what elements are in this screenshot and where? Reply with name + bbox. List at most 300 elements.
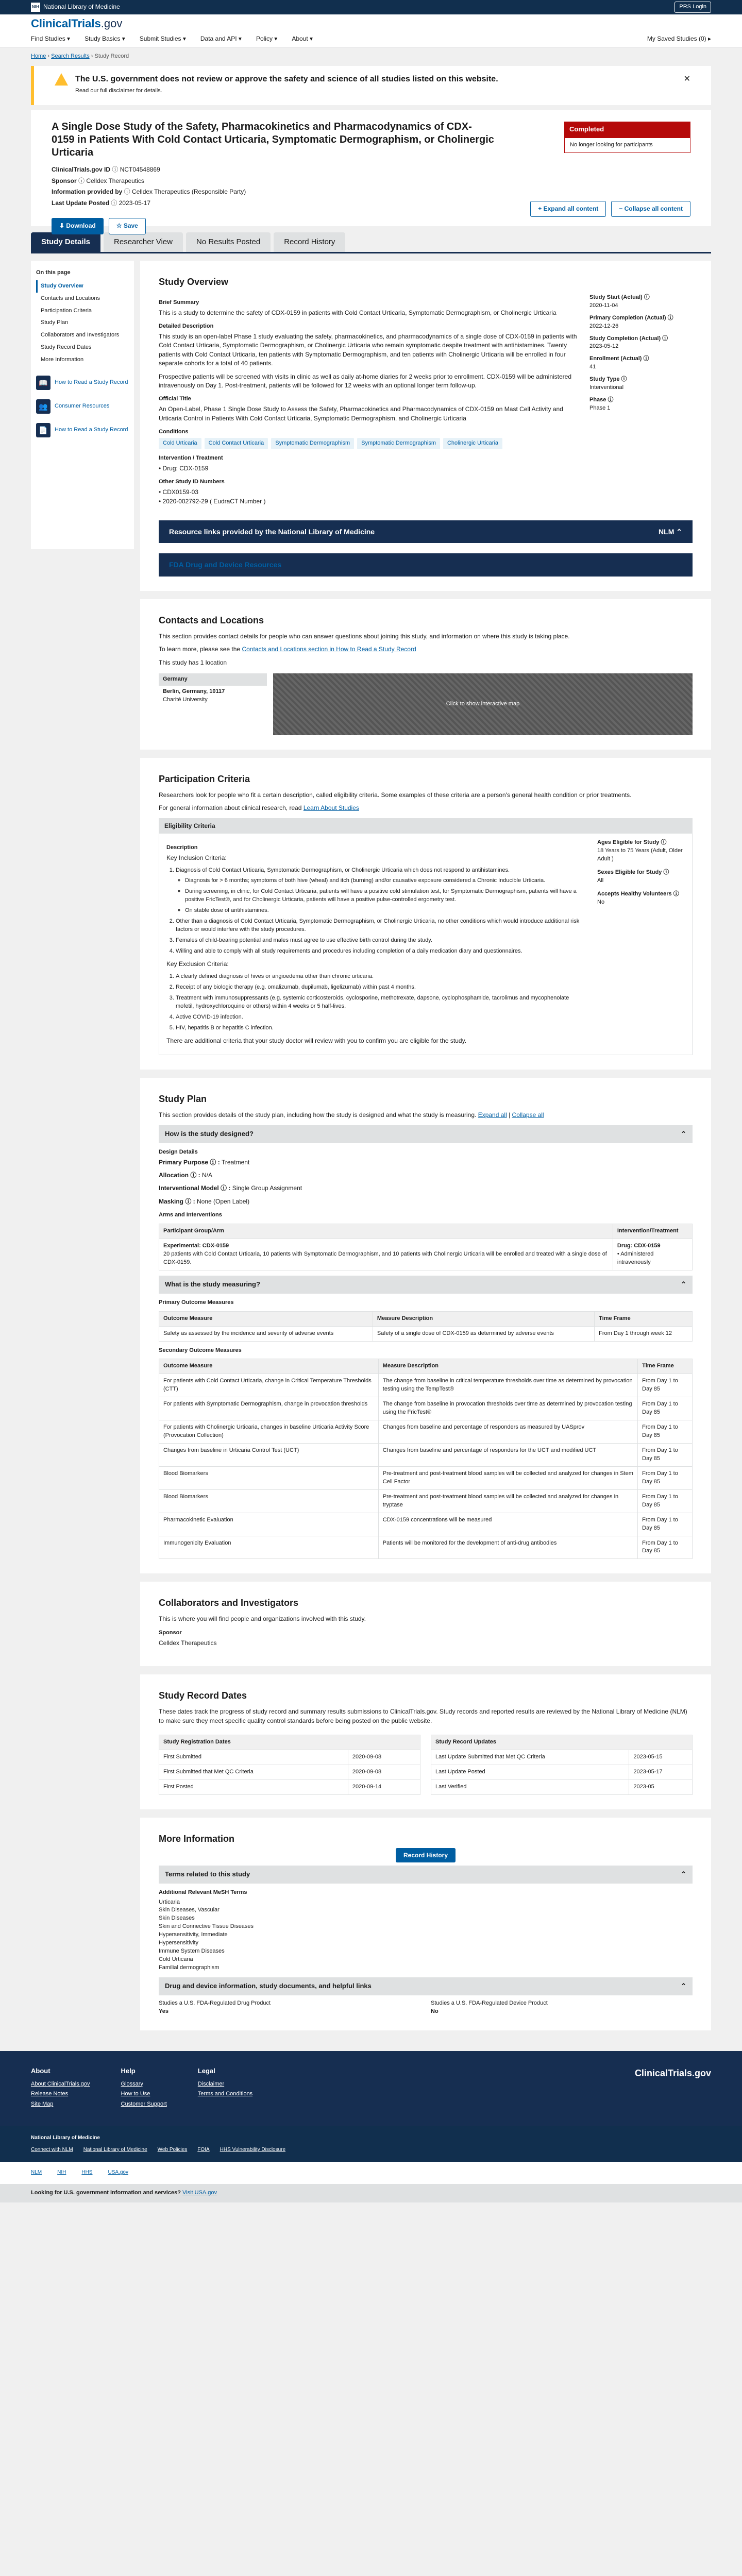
help-link-consumer[interactable]: 👥 Consumer Resources	[36, 399, 129, 414]
key-fact-value: 2022-12-26	[589, 323, 619, 329]
main-nav	[31, 35, 711, 43]
mesh-term: Immune System Diseases	[159, 1948, 225, 1955]
status-label: Completed	[564, 122, 690, 138]
official-title: An Open-Label, Phase 1 Single Dose Study to Assess the Safety, Pharmacokinetics and Pharmacodynamics of CDX-0159 on Mast Cell Activity and Urticaria Control in Patients With Cold Contact Urticaria, Symptomatic Dermographism, and Cholinergic Urticaria	[159, 405, 563, 422]
date-value: 2020-09-08	[348, 1750, 420, 1765]
sidenav-item[interactable]: Contacts and Locations	[41, 295, 100, 301]
outcome-description: Changes from baseline and percentage of responders for the UCT and modified UCT	[378, 1444, 637, 1467]
study-id-row: ClinicalTrials.gov ID ⓘ NCT04548869	[52, 165, 160, 173]
inclusion-item: 4. Willing and able to comply with all study requirements and procedures including completion of a daily medication diary and questionnaires.	[176, 947, 587, 956]
nav-item-2[interactable]: Submit Studies ▾	[139, 35, 186, 42]
nlm-resource-panel[interactable]: Resource links provided by the National Library of Medicine NLM ⌃	[159, 520, 693, 543]
date-value: 2023-05-15	[629, 1750, 693, 1765]
eligibility-fact-value: 18 Years to 75 Years (Adult, Older Adult )	[597, 848, 683, 862]
table-row	[431, 1780, 693, 1794]
table-header	[431, 1735, 693, 1750]
table-row	[159, 1326, 693, 1341]
mesh-term: Skin and Connective Tissue Diseases	[159, 1923, 254, 1930]
design-detail	[159, 1184, 693, 1193]
drug-product-field: Studies a U.S. FDA-Regulated Drug Product Yes	[159, 1999, 271, 2014]
intervention-label: Intervention / Treatment	[159, 454, 223, 461]
outcome-measure: Safety as assessed by the incidence and severity of adverse events	[159, 1326, 373, 1341]
key-fact-value: Phase 1	[589, 405, 611, 412]
breadcrumb: Home › Search Results › Study Record	[0, 47, 742, 66]
exclusion-item: 4. Active COVID-19 infection.	[176, 1013, 587, 1022]
outcome-measure: For patients with Symptomatic Dermographism, change in provocation thresholds	[159, 1397, 379, 1420]
outcome-measure: Pharmacokinetic Evaluation	[159, 1513, 379, 1536]
outcome-timeframe: From Day 1 to Day 85	[638, 1374, 693, 1397]
eligibility-fact	[597, 890, 685, 907]
outcome-measure: Changes from baseline in Urticaria Control Test (UCT)	[159, 1444, 379, 1467]
collab-sponsor: Celldex Therapeutics	[159, 1639, 217, 1647]
collapse-all-button[interactable]: − Collapse all content	[611, 201, 690, 217]
nlm-footer-link[interactable]: Connect with NLM	[31, 2146, 73, 2153]
disclaimer-alert	[31, 66, 711, 105]
location-map[interactable]: Click to show interactive map	[273, 673, 693, 735]
mesh-term: Hypersensitivity	[159, 1940, 199, 1946]
study-id[interactable]: NCT04548869	[120, 165, 160, 173]
detailed-description: This study is an open-label Phase 1 study evaluating the safety, pharmacokinetics, and pharmacodynamics of a single dose of CDX-0159 in patients with Cold Contact Urticaria, Symptomatic Dermographism, or Cholinergic Urticaria who remain symptomatic despite treatment with antihistamines. Twenty patients with Cold Contact Urticaria, ten patients with Symptomatic Dermographism, and ten patients with Cholinergic Urticaria will be enrolled in four separate cohorts for a total of 40 patients.	[159, 333, 577, 367]
description-label: Description	[166, 844, 198, 851]
footer-logo[interactable]: ClinicalTrials.gov	[634, 2067, 711, 2078]
table-row	[159, 1750, 420, 1765]
key-fact-value: 2020-11-04	[589, 302, 618, 309]
official-title-label: Official Title	[159, 396, 191, 402]
agency-link[interactable]: HHS	[81, 2170, 93, 2176]
footer-link[interactable]: Site Map	[31, 2101, 54, 2108]
alert-text[interactable]: Read our full disclaimer for details.	[75, 88, 162, 94]
mesh-terms	[159, 1899, 693, 1972]
nlm-footer	[0, 2126, 742, 2162]
nlm-name: National Library of Medicine	[43, 3, 120, 11]
eligibility-fact	[597, 839, 685, 863]
chevron-up-icon: ⌃	[681, 1981, 686, 1990]
detailed-description-2: Prospective patients will be screened with visits in clinic as well as daily at-home diaries for 2 weeks prior to enrollment. CDX-0159 will be administered intravenously on Day 1. Post-treatment, patients will be followed for 12 weeks with an optional longer term follow-up.	[159, 372, 572, 389]
sidenav-title: On this page	[36, 269, 71, 276]
footer-column-title: Legal	[197, 2066, 215, 2075]
exclusion-item: 3. Treatment with immunosuppressants (e.g. systemic corticosteroids, cyclosporine, methotrexate, dapsone, cyclophosphamide, tacrolimus and mycophenolate mofetil, hydroxychloroquine or others) within 4 weeks or 5 half-lives.	[176, 994, 587, 1011]
key-fact	[589, 294, 693, 310]
nlm-brand[interactable]	[31, 3, 120, 12]
more-info-section	[140, 1818, 711, 2030]
warning-icon	[55, 73, 68, 86]
location-list	[159, 673, 267, 735]
drug-device-accordion[interactable]: Drug and device information, study documents, and helpful links ⌃	[159, 1977, 693, 1995]
outcome-timeframe: From Day 1 to Day 85	[638, 1536, 693, 1559]
collaborators-section	[140, 1582, 711, 1666]
column-header: Outcome Measure	[159, 1359, 379, 1374]
footer-column	[198, 2066, 252, 2111]
table-header	[159, 1359, 693, 1374]
condition-chip[interactable]: Symptomatic Dermographism	[271, 438, 354, 449]
outcome-timeframe: From Day 1 through week 12	[595, 1326, 693, 1341]
outcome-measure: Blood Biomarkers	[159, 1489, 379, 1513]
agency-link[interactable]: USA.gov	[108, 2170, 128, 2176]
inclusion-label: Key Inclusion Criteria:	[166, 854, 227, 862]
breadcrumb-home[interactable]: Home	[31, 53, 46, 59]
nlm-resource-link[interactable]: FDA Drug and Device Resources	[159, 553, 693, 576]
design-detail-label: Interventional Model ⓘ :	[159, 1184, 232, 1192]
tab-record-history[interactable]: Record History	[274, 232, 345, 252]
download-icon: ⬇	[59, 222, 66, 230]
outcome-description: Pre-treatment and post-treatment blood samples will be collected and analyzed for changes in tryptase	[378, 1489, 637, 1513]
key-fact-value: 41	[589, 364, 596, 370]
collab-sponsor-label: Sponsor	[159, 1629, 182, 1636]
contacts-learn-more: To learn more, please see the Contacts and Locations section in How to Read a Study Record	[159, 646, 416, 653]
footer-column	[121, 2066, 167, 2111]
criteria-learn-more: For general information about clinical research, read Learn About Studies	[159, 804, 359, 812]
date-label: Last Verified	[431, 1780, 629, 1794]
sidenav-item[interactable]: Participation Criteria	[41, 307, 92, 314]
site-logo[interactable]: ClinicalTrials.gov	[31, 16, 123, 30]
eligibility-fact-label: Ages Eligible for Study ⓘ	[597, 839, 667, 846]
key-fact-label: Phase ⓘ	[589, 397, 614, 403]
key-fact-label: Study Type ⓘ	[589, 376, 627, 383]
tab-no-results[interactable]: No Results Posted	[186, 232, 271, 252]
primary-outcome-table	[159, 1311, 693, 1342]
plan-collapse-all[interactable]: Collapse all	[512, 1111, 544, 1119]
outcome-description: Patients will be monitored for the development of anti-drug antibodies	[378, 1536, 637, 1559]
eligibility-key-facts	[597, 839, 685, 1049]
save-button[interactable]: ☆ Save	[109, 218, 146, 234]
nlm-logo-icon: NIH	[31, 3, 40, 12]
exclusion-item: 5. HIV, hepatitis B or hepatitis C infection.	[176, 1024, 587, 1032]
exclusion-item: 1. A clearly defined diagnosis of hives or angioedema other than chronic urticaria.	[176, 973, 587, 981]
table-row	[159, 1536, 693, 1559]
outcome-description: CDX-0159 concentrations will be measured	[378, 1513, 637, 1536]
outcome-description: The change from baseline in provocation thresholds over time as determined by provocation testing using the FricTest®	[378, 1397, 637, 1420]
outcome-measure: Blood Biomarkers	[159, 1466, 379, 1489]
column-header: Time Frame	[595, 1311, 693, 1326]
footer-column-title: Help	[121, 2066, 136, 2075]
table-row	[159, 1466, 693, 1489]
arms-table: Participant Group/Arm Intervention/Treatment Experimental: CDX-0159 20 patients with Cold Contact Urticaria, 10 patients with Symptomatic Dermographism, and 10 patients with Cholinergic Urticaria will be enrolled and treated with a single dose of CDX-0159. Drug: CDX-0159 • Administered intravenously	[159, 1224, 693, 1270]
study-plan-section	[140, 1078, 711, 1573]
outcome-timeframe: From Day 1 to Day 85	[638, 1489, 693, 1513]
other-ids-label: Other Study ID Numbers	[159, 479, 225, 485]
arms-label: Arms and Interventions	[159, 1212, 222, 1218]
sponsor-name: Celldex Therapeutics	[86, 177, 144, 184]
more-heading: More Information	[159, 1833, 234, 1844]
bookmark-icon: ☆	[116, 222, 124, 230]
people-icon: 👥	[36, 399, 50, 414]
outcome-description: Pre-treatment and post-treatment blood samples will be collected and analyzed for changes in Stem Cell Factor	[378, 1466, 637, 1489]
footer-link[interactable]: Release Notes	[31, 2091, 69, 2097]
design-accordion[interactable]: How is the study designed? ⌃	[159, 1125, 693, 1143]
footer-link[interactable]: About ClinicalTrials.gov	[31, 2080, 90, 2087]
nlm-footer-link[interactable]: FOIA	[197, 2146, 210, 2153]
design-details	[159, 1158, 693, 1207]
nav-item-3[interactable]: Data and API ▾	[200, 35, 242, 42]
inclusion-item: 2. Other than a diagnosis of Cold Contact Urticaria, Symptomatic Dermographism, or Cholinergic Urticaria, no other conditions which would introduce additional risk factors or would interfere with the study procedures.	[176, 918, 587, 934]
table-row	[159, 1513, 693, 1536]
exclusion-note: There are additional criteria that your study doctor will review with you to confirm you are eligible for the study.	[166, 1037, 467, 1044]
condition-chip[interactable]: Symptomatic Dermographism	[357, 438, 440, 449]
footer-column	[31, 2066, 90, 2111]
collab-text: This is where you will find people and organizations involved with this study.	[159, 1615, 366, 1623]
nav-item-5[interactable]: About ▾	[292, 35, 313, 42]
help-link-read-record[interactable]: 📖 How to Read a Study Record	[36, 376, 129, 390]
outcome-description: Safety of a single dose of CDX-0159 as determined by adverse events	[373, 1326, 594, 1341]
footer-link[interactable]: Disclaimer	[197, 2080, 225, 2087]
sidenav-item[interactable]: More Information	[41, 357, 84, 363]
detailed-description-label: Detailed Description	[159, 323, 214, 330]
contacts-section	[140, 599, 711, 750]
footer-link[interactable]: Customer Support	[121, 2101, 167, 2108]
key-fact	[589, 314, 693, 331]
footer-column-title: About	[31, 2066, 50, 2075]
tab-researcher-view[interactable]: Researcher View	[104, 232, 183, 252]
outcome-timeframe: From Day 1 to Day 85	[638, 1444, 693, 1467]
contacts-help-link[interactable]: Contacts and Locations section in How to Read a Study Record	[242, 646, 416, 653]
document-icon: 📄	[36, 423, 50, 437]
plan-text: This section provides details of the study plan, including how the study is designed and what the study is measuring. Expand all | Collapse all	[159, 1111, 544, 1119]
secondary-outcome-table	[159, 1359, 693, 1559]
inclusion-item: 1. Diagnosis of Cold Contact Urticaria, Symptomatic Dermographism, or Cholinergic Urticaria which does not respond to antihistamines. ◦ Diagnosis for > 6 months; symptoms of both hive (wheal) and itch (burning) and/or causative exposure considered a Chronic Inducible Urticaria. ◦ During screening, in clinic, for Cold Contact Urticaria, patients will have a positive cold stimulation test, for Symptomatic Dermographism, patients will have a positive FricTest®, and for Cholinergic Urticaria, patients will have a positive pulse-controlled ergometry test. ◦ On stable dose of antihistamines.	[176, 867, 587, 915]
conditions-label: Conditions	[159, 429, 189, 435]
column-header: Measure Description	[373, 1311, 594, 1326]
eligibility-fact-value: No	[597, 899, 605, 905]
inclusion-subitem: ◦ During screening, in clinic, for Cold Contact Urticaria, patients will have a positive cold stimulation test, for Symptomatic Dermographism, patients will have a positive FricTest®, and for Cholinergic Urticaria, patients will have a positive pulse-controlled ergometry test.	[185, 888, 587, 904]
condition-chip[interactable]: Cold Contact Urticaria	[205, 438, 268, 449]
key-fact-value: Interventional	[589, 384, 624, 391]
mesh-term: Skin Diseases, Vascular	[159, 1907, 220, 1913]
exclusion-label: Key Exclusion Criteria:	[166, 960, 229, 968]
status-sublabel: No longer looking for participants	[564, 138, 690, 153]
usa-gov-banner: Looking for U.S. government information and services? Visit USA.gov	[0, 2184, 742, 2202]
date-label: Last Update Posted	[431, 1765, 629, 1780]
sidenav-item[interactable]: Study Record Dates	[41, 344, 92, 351]
table-row: Experimental: CDX-0159 20 patients with Cold Contact Urticaria, 10 patients with Symptomatic Dermographism, and 10 patients with Cholinergic Urticaria will be enrolled and treated with a single dose of CDX-0159. Drug: CDX-0159 • Administered intravenously	[159, 1239, 693, 1270]
key-fact	[589, 335, 693, 351]
design-detail	[159, 1158, 693, 1167]
sidenav-item[interactable]: Collaborators and Investigators	[41, 332, 120, 338]
design-detail-value: N/A	[202, 1171, 213, 1179]
outcome-timeframe: From Day 1 to Day 85	[638, 1466, 693, 1489]
location-count: This study has 1 location	[159, 658, 227, 666]
key-fact	[589, 396, 693, 413]
primary-outcome-label: Primary Outcome Measures	[159, 1299, 234, 1306]
sponsor-row: Sponsor ⓘ Celldex Therapeutics	[52, 177, 144, 184]
dates-heading: Study Record Dates	[159, 1690, 247, 1701]
learn-about-studies-link[interactable]: Learn About Studies	[303, 804, 359, 812]
mesh-term: Familial dermographism	[159, 1964, 220, 1971]
sidenav-item[interactable]: Study Plan	[41, 319, 69, 326]
record-updates-table	[431, 1735, 693, 1795]
record-dates-section	[140, 1674, 711, 1809]
inclusion-subitem: ◦ On stable dose of antihistamines.	[185, 907, 587, 915]
overview-key-facts	[589, 294, 693, 510]
mesh-term: Urticaria	[159, 1899, 180, 1905]
help-link-read-record-2[interactable]: 📄 How to Read a Study Record	[36, 423, 129, 437]
terms-accordion[interactable]: Terms related to this study ⌃	[159, 1866, 693, 1884]
design-details-label: Design Details	[159, 1148, 198, 1155]
design-detail	[159, 1197, 693, 1206]
outcome-timeframe: From Day 1 to Day 85	[638, 1420, 693, 1444]
intervention: • Drug: CDX-0159	[159, 464, 209, 472]
outcome-timeframe: From Day 1 to Day 85	[638, 1397, 693, 1420]
location-item[interactable]: Berlin, Germany, 10117 Charité University	[163, 688, 225, 703]
breadcrumb-current: Study Record	[94, 53, 129, 59]
key-fact-label: Study Start (Actual) ⓘ	[589, 294, 650, 300]
collab-heading: Collaborators and Investigators	[159, 1598, 299, 1608]
outcome-measure: For patients with Cholinergic Urticaria, changes in baseline Urticaria Activity Score (Provocation Collection)	[159, 1420, 379, 1444]
design-detail-label: Allocation ⓘ :	[159, 1171, 203, 1179]
table-row	[159, 1397, 693, 1420]
date-value: 2020-09-14	[348, 1780, 420, 1794]
key-fact-label: Study Completion (Actual) ⓘ	[589, 335, 668, 342]
outcome-description: Changes from baseline and percentage of responders as measured by UASprov	[378, 1420, 637, 1444]
measure-accordion[interactable]: What is the study measuring? ⌃	[159, 1276, 693, 1294]
footer-org: National Library of Medicine	[31, 2135, 100, 2141]
eligibility-fact-value: All	[597, 877, 604, 884]
date-label: First Submitted that Met QC Criteria	[159, 1765, 348, 1780]
design-detail-value: Single Group Assignment	[232, 1184, 302, 1192]
outcome-measure: Immunogenicity Evaluation	[159, 1536, 379, 1559]
secondary-outcome-label: Secondary Outcome Measures	[159, 1347, 242, 1353]
column-header: Study Registration Dates	[159, 1735, 420, 1750]
sidenav-item[interactable]: Study Overview	[36, 280, 129, 293]
inclusion-item: 3. Females of child-bearing potential and males must agree to use effective birth control during the study.	[176, 937, 587, 945]
plan-expand-all[interactable]: Expand all	[478, 1111, 507, 1119]
device-product-field: Studies a U.S. FDA-Regulated Device Product No	[431, 1999, 548, 2014]
overview-heading: Study Overview	[159, 276, 229, 287]
table-row	[431, 1765, 693, 1780]
eligibility-fact-label: Sexes Eligible for Study ⓘ	[597, 869, 669, 875]
last-update-row: Last Update Posted ⓘ 2023-05-17	[52, 199, 151, 207]
site-footer	[0, 2051, 742, 2127]
condition-chip[interactable]: Cholinergic Urticaria	[443, 438, 502, 449]
breadcrumb-search[interactable]: Search Results	[51, 53, 90, 59]
study-tabs	[31, 232, 711, 253]
contacts-text: This section provides contact details for people who can answer questions about joining this study, and information on where this study is taking place.	[159, 632, 570, 640]
footer-link[interactable]: How to Use	[121, 2091, 150, 2097]
registration-dates-table	[159, 1735, 420, 1795]
table-row	[159, 1444, 693, 1467]
criteria-text: Researchers look for people who fit a certain description, called eligibility criteria. Some examples of these criteria are a person's general health condition or prior treatments.	[159, 791, 632, 799]
column-header: Measure Description	[378, 1359, 637, 1374]
location-country: Germany	[159, 673, 267, 686]
table-header	[159, 1735, 420, 1750]
date-value: 2020-09-08	[348, 1765, 420, 1780]
other-id: • CDX0159-03 • 2020-002792-29 ( EudraCT Number )	[159, 488, 266, 505]
date-label: First Submitted	[159, 1750, 348, 1765]
nlm-footer-link[interactable]: Web Policies	[157, 2146, 188, 2153]
eligibility-box	[159, 818, 693, 1056]
design-detail	[159, 1171, 693, 1180]
design-detail-label: Primary Purpose ⓘ :	[159, 1158, 222, 1166]
prs-login-link[interactable]: PRS Login	[674, 2, 711, 13]
design-detail-value: Treatment	[222, 1158, 250, 1166]
on-this-page-nav	[31, 261, 134, 549]
study-header	[31, 110, 711, 230]
outcome-measure: For patients with Cold Contact Urticaria, change in Critical Temperature Thresholds (CTT)	[159, 1374, 379, 1397]
footer-link[interactable]: Glossary	[121, 2080, 143, 2087]
participation-criteria-section	[140, 758, 711, 1070]
outcome-description: The change from baseline in critical temperature thresholds over time as determined by provocation testing using the TempTest®	[378, 1374, 637, 1397]
table-row	[159, 1780, 420, 1794]
date-value: 2023-05-17	[629, 1765, 693, 1780]
column-header: Time Frame	[638, 1359, 693, 1374]
brief-summary: This is a study to determine the safety of CDX-0159 in patients with Cold Contact Urticaria, Symptomatic Dermographism, or Cholinergic Urticaria	[159, 309, 556, 316]
close-icon[interactable]: ✕	[683, 74, 690, 83]
condition-chip[interactable]: Cold Urticaria	[159, 438, 201, 449]
brief-summary-label: Brief Summary	[159, 299, 199, 306]
mesh-label: Additional Relevant MeSH Terms	[159, 1889, 247, 1895]
column-header: Outcome Measure	[159, 1311, 373, 1326]
chevron-up-icon: ⌃	[676, 528, 682, 536]
nav-item-4[interactable]: Policy ▾	[256, 35, 278, 42]
top-bar	[0, 0, 742, 14]
nlm-badge: NLM ⌃	[659, 528, 682, 536]
key-fact-label: Primary Completion (Actual) ⓘ	[589, 314, 673, 321]
plan-heading: Study Plan	[159, 1094, 207, 1105]
chevron-up-icon: ⌃	[681, 1280, 686, 1288]
table-header	[159, 1311, 693, 1326]
mesh-term: Cold Urticaria	[159, 1956, 193, 1963]
status-badge	[564, 122, 690, 153]
saved-studies-link[interactable]: My Saved Studies (0) ▸	[647, 35, 711, 42]
nlm-footer-link[interactable]: National Library of Medicine	[83, 2146, 147, 2153]
criteria-heading: Participation Criteria	[159, 773, 250, 784]
footer-link[interactable]: Terms and Conditions	[197, 2091, 253, 2097]
record-history-button[interactable]: Record History	[396, 1848, 456, 1862]
key-fact-value: 2023-05-12	[589, 343, 619, 350]
info-provided-row: Information provided by ⓘ Celldex Therapeutics (Responsible Party)	[52, 188, 246, 196]
tab-study-details[interactable]: Study Details	[31, 232, 100, 252]
dates-text: These dates track the progress of study record and summary results submissions to ClinicalTrials.gov. Study records and reported results are reviewed by the National Library of Medicine (NLM) to make sure they meet specific quality control standards before being posted on the public website.	[159, 1708, 687, 1724]
date-label: First Posted	[159, 1780, 348, 1794]
contacts-heading: Contacts and Locations	[159, 615, 264, 625]
design-detail-value: None (Open Label)	[197, 1197, 250, 1205]
agency-footer	[0, 2162, 742, 2184]
nav-item-1[interactable]: Study Basics ▾	[85, 35, 125, 42]
table-row	[159, 1765, 420, 1780]
design-detail-label: Masking ⓘ :	[159, 1197, 197, 1205]
table-row	[159, 1489, 693, 1513]
alert-title: The U.S. government does not review or approve the safety and science of all studies listed on this website.	[75, 74, 498, 83]
chevron-up-icon: ⌃	[681, 1129, 686, 1138]
usa-gov-link[interactable]: Visit USA.gov	[182, 2189, 217, 2196]
eligibility-fact-label: Accepts Healthy Volunteers ⓘ	[597, 890, 679, 897]
expand-all-button[interactable]: + Expand all content	[530, 201, 606, 217]
site-header	[0, 14, 742, 47]
outcome-timeframe: From Day 1 to Day 85	[638, 1513, 693, 1536]
table-row	[431, 1750, 693, 1765]
nav-item-0[interactable]: Find Studies ▾	[31, 35, 71, 42]
eligibility-fact	[597, 869, 685, 885]
table-row	[159, 1420, 693, 1444]
column-header: Study Record Updates	[431, 1735, 693, 1750]
mesh-term: Hypersensitivity, Immediate	[159, 1931, 228, 1938]
agency-link[interactable]: NIH	[57, 2170, 66, 2176]
mesh-term: Skin Diseases	[159, 1915, 195, 1922]
study-overview-section	[140, 261, 711, 591]
nlm-footer-link[interactable]: HHS Vulnerability Disclosure	[220, 2146, 286, 2153]
inclusion-subitem: ◦ Diagnosis for > 6 months; symptoms of both hive (wheal) and itch (burning) and/or causative exposure considered a Chronic Inducible Urticaria.	[185, 877, 587, 885]
chevron-up-icon: ⌃	[681, 1870, 686, 1878]
download-button[interactable]: ⬇ Download	[52, 218, 104, 234]
date-value: 2023-05	[629, 1780, 693, 1794]
book-icon: 📖	[36, 376, 50, 390]
key-fact	[589, 355, 693, 371]
table-row	[159, 1374, 693, 1397]
study-title: A Single Dose Study of the Safety, Pharmacokinetics and Pharmacodynamics of CDX-0159 in Patients With Cold Contact Urticaria, Symptomatic Dermographism, or Cholinergic Urticaria	[52, 121, 494, 158]
key-fact	[589, 376, 693, 392]
agency-link[interactable]: NLM	[31, 2170, 42, 2176]
key-fact-label: Enrollment (Actual) ⓘ	[589, 355, 649, 362]
exclusion-item: 2. Receipt of any biologic therapy (e.g. omalizumab, dupilumab, ligelizumab) within past 4 months.	[176, 984, 587, 992]
